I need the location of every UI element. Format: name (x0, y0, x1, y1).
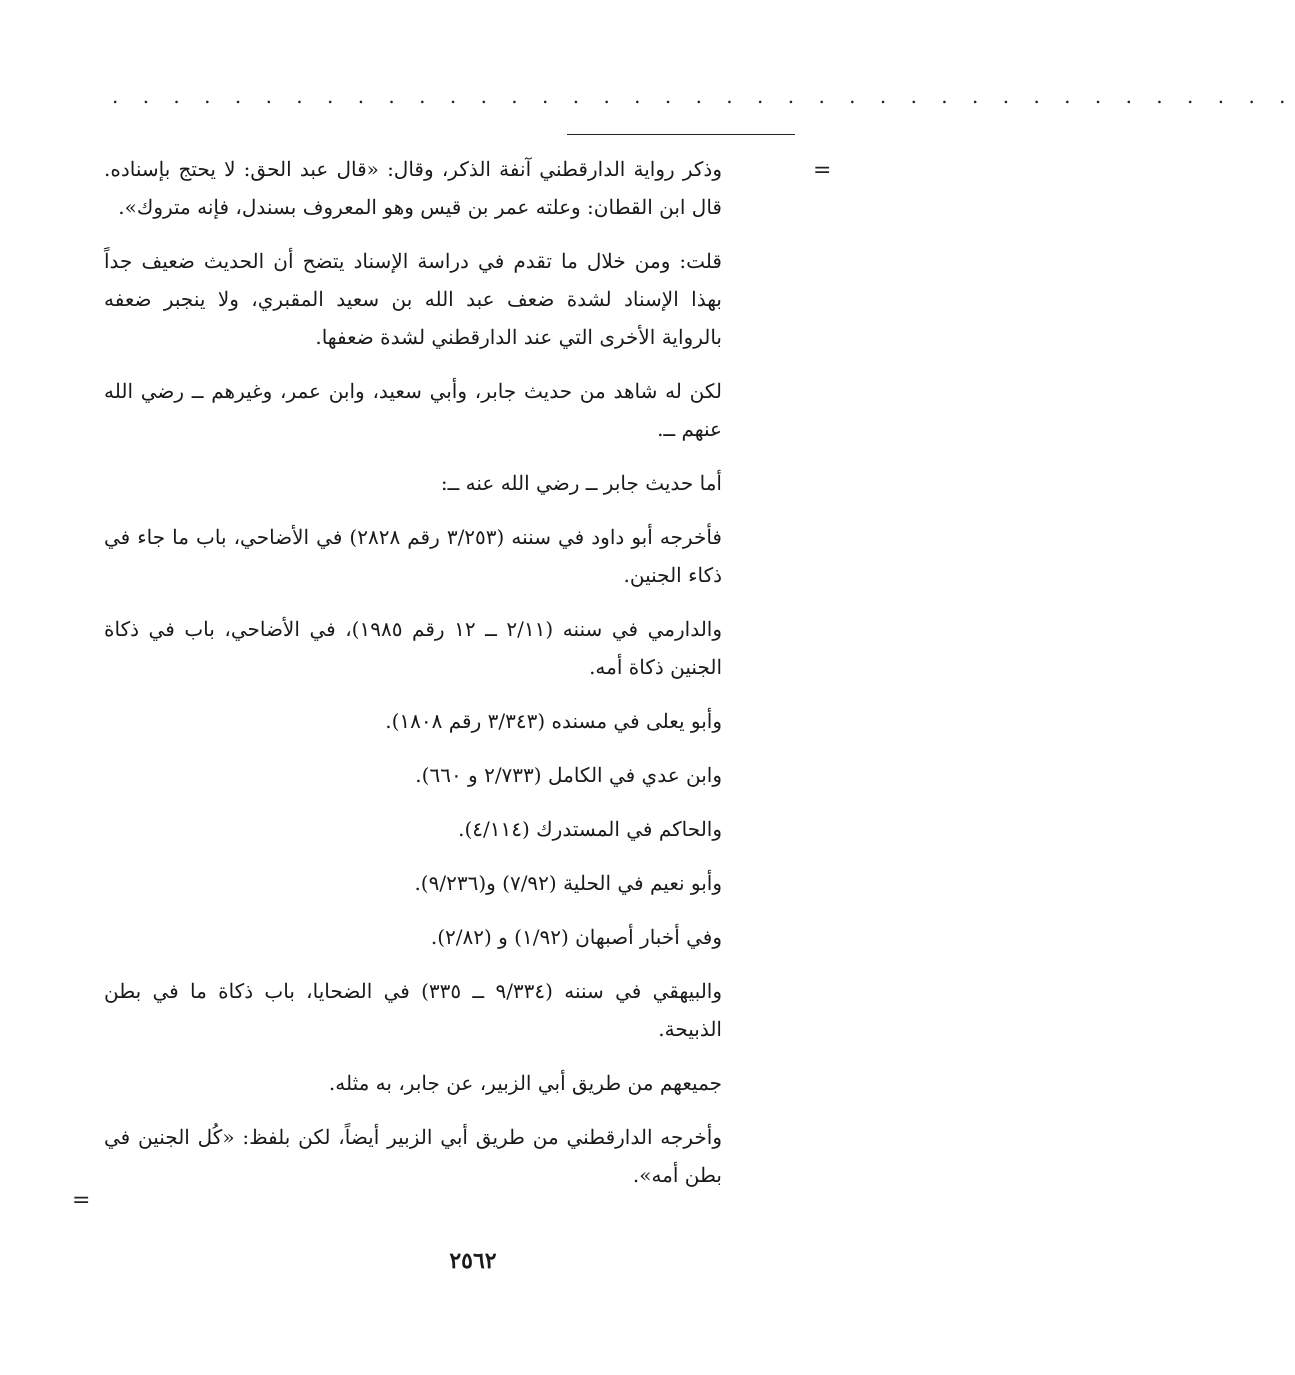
continuation-mark-top: = (813, 158, 832, 183)
paragraph: وأبو نعيم في الحلية (٧/٩٢) و(٩/٢٣٦). (414, 871, 722, 895)
paragraph: وأخرجه الدارقطني من طريق أبي الزبير أيضاً، لكن بلفظ: «كُل الجنين في بطن أمه». (104, 1125, 722, 1187)
paragraph: قلت: ومن خلال ما تقدم في دراسة الإسناد يتضح أن الحديث ضعيف جداً بهذا الإسناد لشدة ضعف عبد الله بن سعيد المقبري، ولا ينجبر ضعفه بالرواية الأخرى التي عند الدارقطني لشدة ضعفها. (104, 249, 722, 349)
paragraph: وابن عدي في الكامل (٢/٧٣٣ و ٦٦٠). (415, 763, 722, 787)
paragraph: أما حديث جابر ــ رضي الله عنه ــ: (440, 471, 722, 495)
paragraph: والدارمي في سننه (٢/١١ ــ ١٢ رقم ١٩٨٥)، في الأضاحي، باب في ذكاة الجنين ذكاة أمه. (104, 617, 723, 679)
paragraph: لكن له شاهد من حديث جابر، وأبي سعيد، وابن عمر، وغيرهم ــ رضي الله عنهم ــ. (104, 379, 722, 441)
paragraph: فأخرجه أبو داود في سننه (٣/٢٥٣ رقم ٢٨٢٨) في الأضاحي، باب ما جاء في ذكاء الجنين. (104, 525, 722, 587)
page-number: ٢٥٦٢ (449, 1248, 497, 1274)
paragraph: وذكر رواية الدارقطني آنفة الذكر، وقال: «قال عبد الحق: لا يحتج بإسناده. قال ابن القطان: وعلته عمر بن قيس وهو المعروف بسندل، فإنه متروك». (104, 157, 722, 219)
paragraph: والبيهقي في سننه (٩/٣٣٤ ــ ٣٣٥) في الضحايا، باب ذكاة ما في بطن الذبيحة. (104, 979, 723, 1041)
paragraph: والحاكم في المستدرك (٤/١١٤). (458, 817, 722, 841)
paragraph: وأبو يعلى في مسنده (٣/٣٤٣ رقم ١٨٠٨). (385, 709, 722, 733)
footnote-text-block (104, 150, 722, 1210)
footnote-separator-line (567, 134, 795, 135)
header-dotted-line: . . . . . . . . . . . . . . . . . . . . . . . . . . . . . . . . . . . . . . . (112, 84, 1295, 108)
paragraph: جميعهم من طريق أبي الزبير، عن جابر، به مثله. (328, 1071, 722, 1095)
paragraph: وفي أخبار أصبهان (١/٩٢) و (٢/٨٢). (430, 925, 722, 949)
continuation-mark-bottom: = (72, 1188, 91, 1213)
